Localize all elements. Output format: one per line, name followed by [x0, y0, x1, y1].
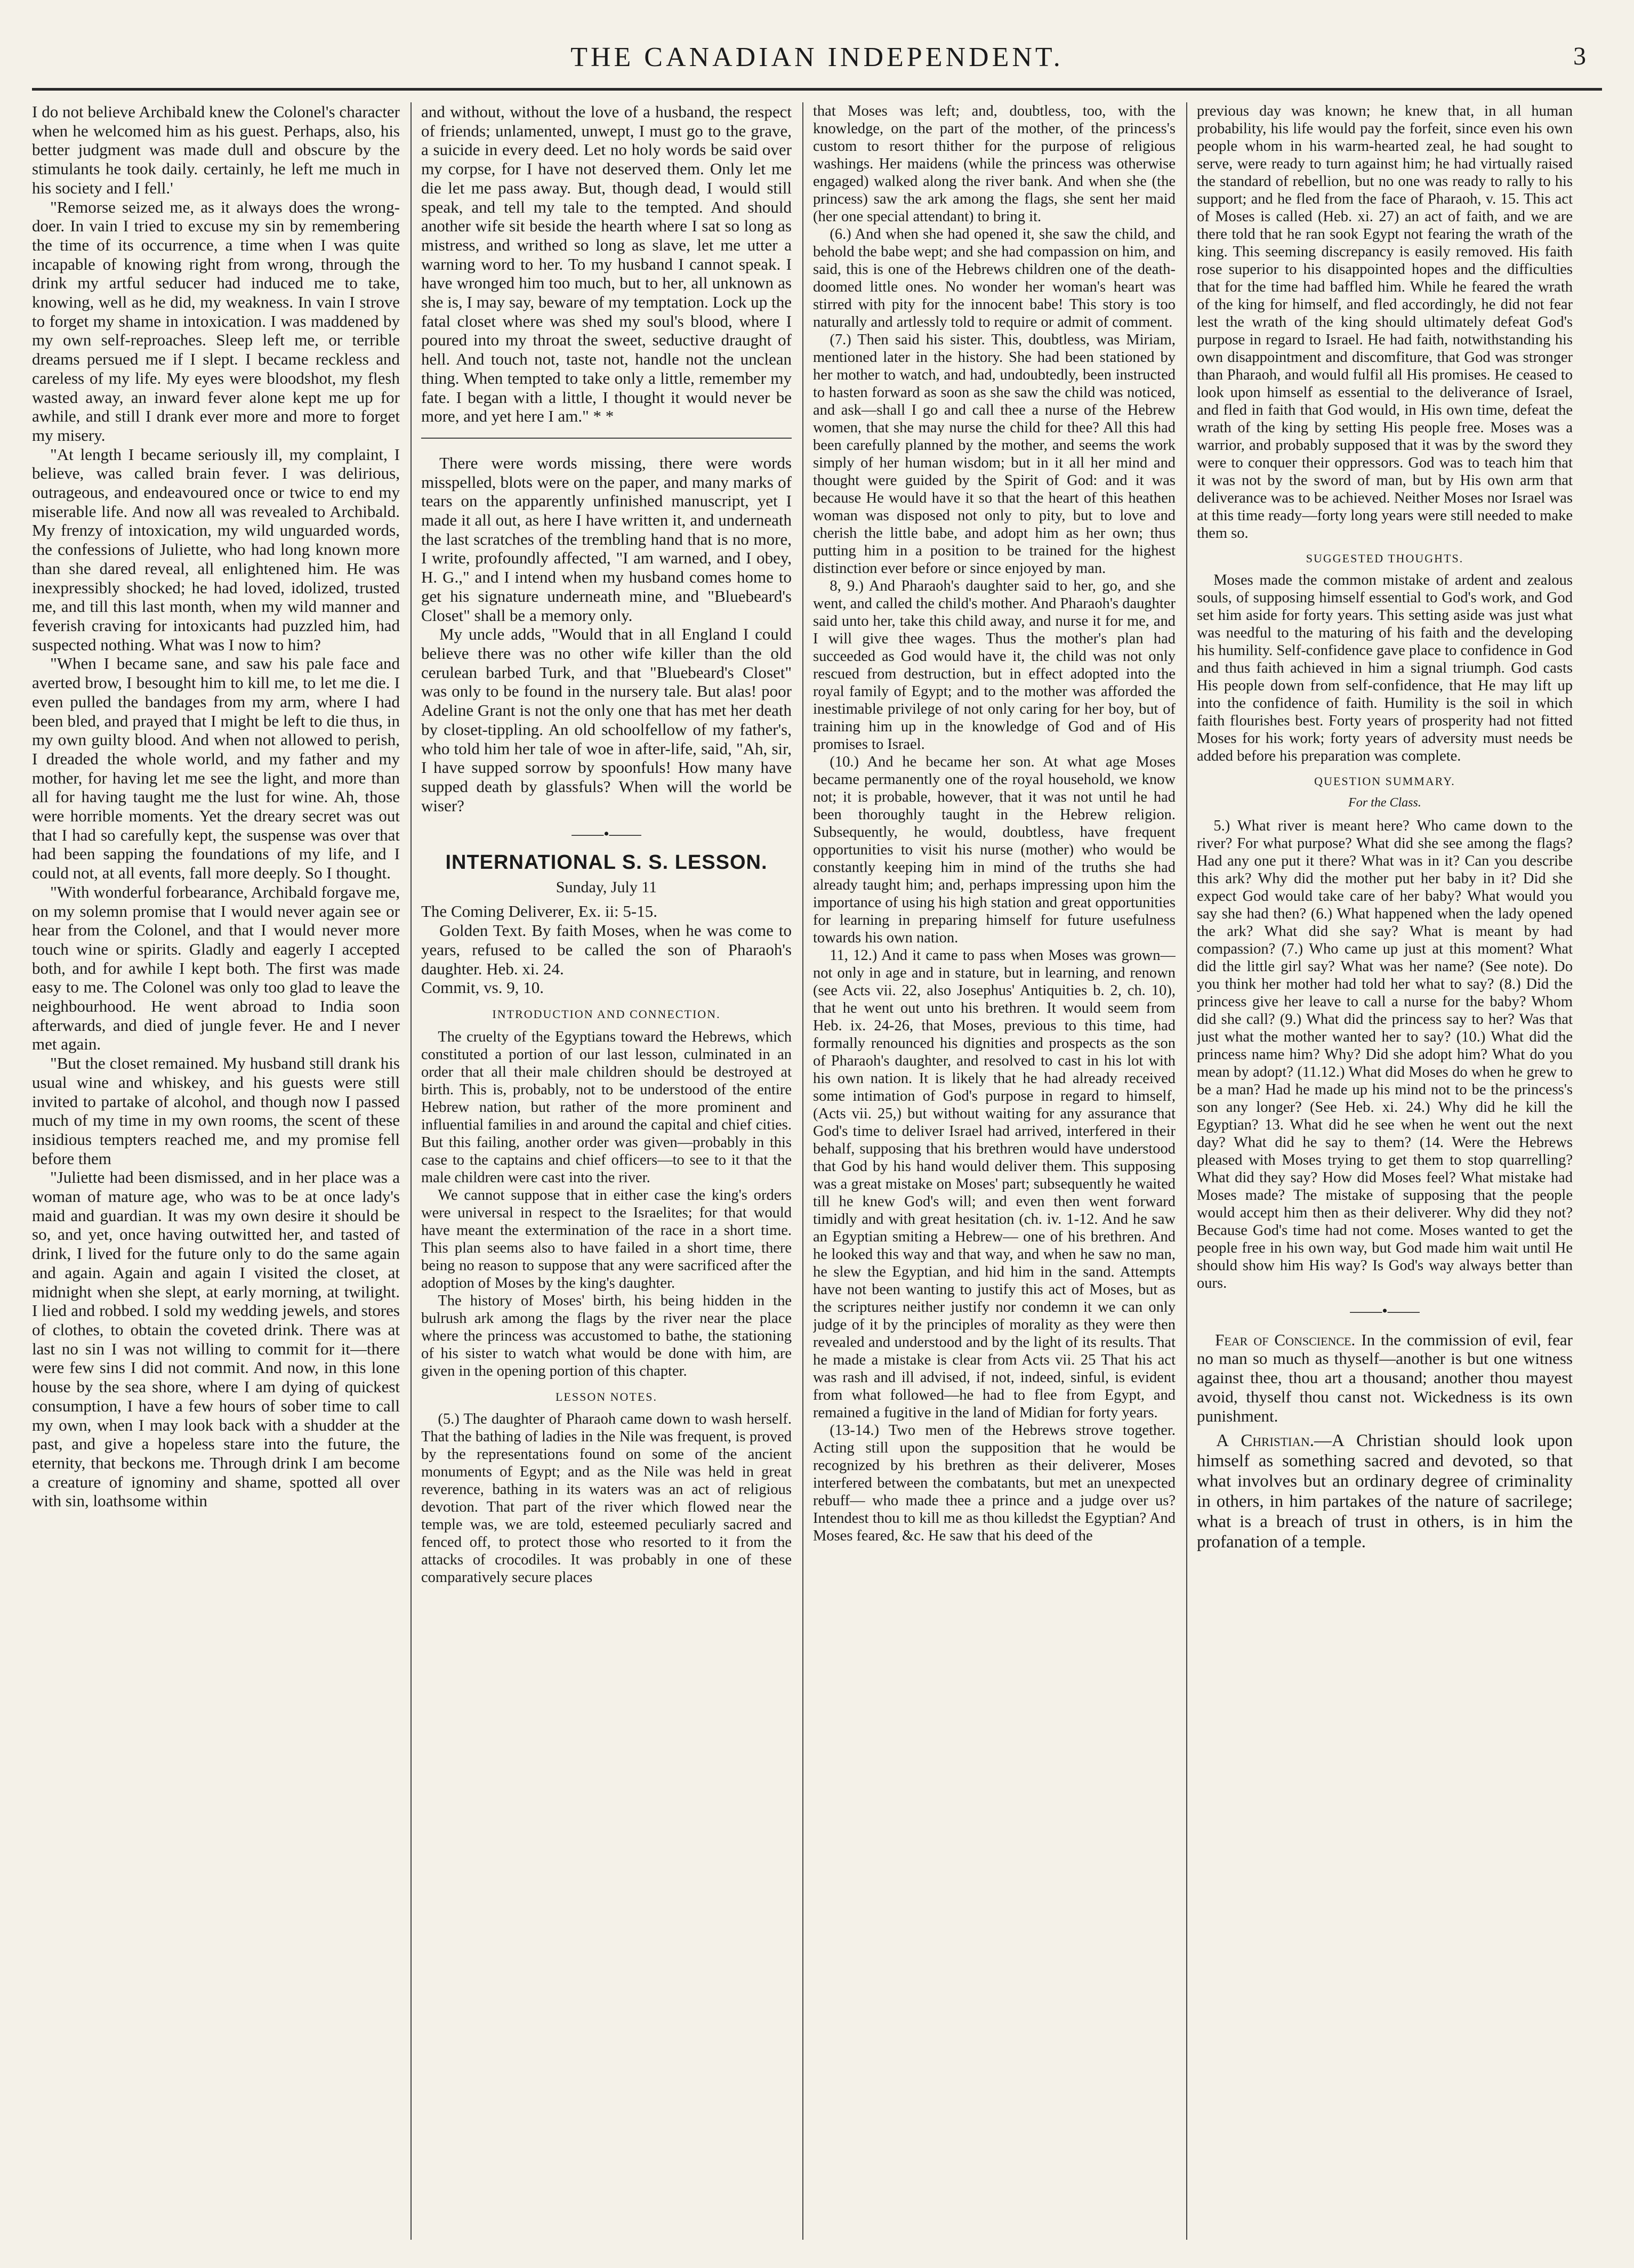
column-divider	[1186, 102, 1187, 2240]
separator-ornament: ——•——	[572, 825, 641, 843]
suggested-paragraph: Moses made the common mistake of ardent and zealous souls, of supposing himself essential to God's work, and God set him aside for forty years. This setting aside was just what was needful to the maturing of his faith and the developing his humility. Self-confidence gave place to confidence in God and thus faith achieved in him a signal triumph. God casts His people down from self-confidence, that He may lift up into the confidence of faith. Humility is the soil in which faith flourishes best. Forty years of prosperity had not fitted Moses for his work; forty years of adversity must needs be added before his preparation was complete.	[1197, 572, 1573, 764]
lesson-heading: INTERNATIONAL S. S. LESSON.	[445, 851, 768, 874]
intro-block	[421, 1028, 792, 1380]
separator-ornament: ——•——	[1350, 1302, 1420, 1320]
intro-heading: INTRODUCTION AND CONNECTION.	[492, 1007, 721, 1021]
page-number: 3	[1573, 42, 1586, 70]
story-paragraph: "At length I became seriously ill, my complaint, I believe, was called brain fever. I was delirious, outrageous, and endeavoured once or twice to end my miserable life. And now all was revealed to Archibald. My frenzy of intoxication, my wild unguarded words, the confessions of Juliette, who had long known more than she dared reveal, all enlightened him. He was inexpressibly shocked; he had loved, idolized, trusted me, and till this last month, when my wild manner and feverish craving for intoxicants had puzzled him, had suspected nothing. What was I now to him?	[32, 445, 400, 654]
commit-verses: Commit, vs. 9, 10.	[421, 978, 544, 997]
note-paragraph: (6.) And when she had opened it, she saw the child, and behold the babe wept; and she had compassion on him, and said, this is one of the Hebrews children one of the death-doomed little ones. No wonder her woman's heart was stirred with pity for the innocent babe! This story is too naturally and artlessly told to require or admit of comment.	[813, 226, 1176, 330]
filler-a-christian	[1197, 1431, 1573, 1552]
masthead-rule	[32, 88, 1602, 91]
notes-continued	[1197, 102, 1573, 1292]
column-2	[421, 102, 792, 2240]
notes-heading: LESSON NOTES.	[555, 1390, 657, 1403]
lesson-title: The Coming Deliverer, Ex. ii: 5-15.	[421, 902, 657, 921]
suggested-heading: SUGGESTED THOUGHTS.	[1306, 552, 1464, 565]
story-paragraph: "Remorse seized me, as it always does the wrong-doer. In vain I tried to excuse my sin by remembering the time of its occurrence, a time when I was quite incapable of knowing right from wrong, through the drink my artful seducer had induced me to take, knowing, well as he did, my weakness. In vain I strove to forget my shame in intoxication. I was maddened by my own self-reproaches. Sleep left me, or terrible dreams persued me if I slept. I became reckless and careless of my life. My eyes were bloodshot, my flesh wasted away, an inward fever alone kept me up for awhile, and still I drank ever more and more to forget my misery.	[32, 197, 400, 445]
filler-lead: Fear of Conscience.	[1215, 1330, 1356, 1349]
note-paragraph: (10.) And he became her son. At what age Moses became permanently one of the royal household, we know not; it is probable, however, that it was not until he had been thoroughly taught in the Hebrew religion. Subsequently, he would, doubtless, have frequent opportunities to visit his nurse (mother) who would be constantly keeping him in mind of the truths she had already taught him; and, perhaps impressing upon him the importance of using his high station and great opportunities for learning in preparing himself for future usefulness towards his own nation.	[813, 754, 1176, 946]
story-paragraph: "With wonderful forbearance, Archibald forgave me, on my solemn promise that I would never again see or hear from the Colonel, and that I would never more touch wine or spirits. Gladly and eagerly I accepted both, and for awhile I kept both. The first was made easy to me. The Colonel was only too glad to leave the neighbourhood. He went abroad to India soon afterwards, and died of jungle fever. He and I never met again.	[32, 882, 400, 1054]
note-paragraph: 11, 12.) And it came to pass when Moses was grown— not only in age and in stature, but in learning, and renown (see Acts vii. 22, also Josephus' Antiquities b. 2, ch. 10), that he went out unto his brethren. It would seem from Heb. ix. 24-26, that Moses, previous to this time, had formally renounced his dignities and prospects as the son of Pharaoh's daughter, and resolved to cast in his lot with his own nation. It is likely that he had already received some intimation of God's purpose in regard to himself, (Acts vii. 25,) but without waiting for any assurance that God's time to deliver Israel had arrived, interfered in their behalf, supposing that his brethren would have understood that God by his hand would deliver them. This supposing was a great mistake on Moses' part; subsequently he waited till he knew God's will; and even then went forward timidly and with great hesitation (ch. iv. 1-12. And he saw an Egyptian smiting a Hebrew— one of his brethren. And he looked this way and that way, and when he saw no man, he slew the Egyptian, and hid him in the sand. Attempts have not been wanting to justify this act of Moses, but as the scriptures neither justify nor condemn it we can only judge of it by the principles of morality as they were then revealed and understood and by the light of its results. That he made a mistake is clear from Acts vii. 25 That his act was rash and ill advised, if not, indeed, sinful, is evident from what followed—he had to flee from Egypt, and remained a fugitive in the land of Midian for forty years.	[813, 947, 1176, 1421]
story-paragraph: "When I became sane, and saw his pale face and averted brow, I besought him to kill me, to let me die. I even pulled the bandages from my arm, where I had been bled, and prayed that I might be left to die thus, in my own guilty blood. And when not allowed to perish, I dreaded the whole world, and my father and my mother, for having let me see the light, and more than all for having taught me the lust for wine. Ah, those were horrible moments. Yet the dreary secret was out that I had so carefully kept, the suspense was over that had been sapping the foundations of my life, and I could not, at all events, fall more deeply. So I thought.	[32, 654, 400, 883]
questions-paragraph: 5.) What river is meant here? Who came down to the river? For what purpose? What did she see among the flags? Had any one put it there? What was in it? Can you describe this ark? Why did the mother put her baby in it? Did she expect God would take care of her baby? What would you say she had then? (6.) What happened when the lady opened the ark? What did she say? What is meant by had compassion? (7.) Who came up just at this moment? What did the little girl say? What was her name? (See note). Do you think her mother had told her what to say? (8.) Did the princess give her leave to call a nurse for the baby? Whom did she call? (9.) What did the princess say to her? Was that just what the mother wanted her to say? (10.) What did the princess name him? Why? Did she adopt him? What do you mean by adopt? (11.12.) What did Moses do when he grew to be a man? Had he made up his mind not to be the princess's son any longer? (See Heb. xi. 24.) Why did he kill the Egyptian? 13. What did he see when he went out the next day? What did he say to them? (14. Were the Hebrews pleased with Moses trying to get them to stop quarrelling? What did they say? How did Moses feel? What mistake had Moses made? The mistake of supposing that the people would accept him then as their deliverer. Why did they not? Because God's time had not come. Moses wanted to get the people free in his own way, but God made him wait until He should show him His way? Is God's way always better than ours.	[1197, 818, 1573, 1292]
intro-paragraph: The history of Moses' birth, his being hidden in the bulrush ark among the flags by the river near the place where the princess was accustomed to bathe, the stationing of his sister to watch what would be done with him, are given in the opening portion of this chapter.	[421, 1292, 792, 1379]
questions-heading: QUESTION SUMMARY.	[1314, 774, 1455, 788]
story-paragraph: "But the closet remained. My husband still drank his usual wine and whiskey, and his guests were still invited to partake of alcohol, and though now I passed much of my time in my own rooms, the scent of these insidious tempters reached me, and my promise fell before them	[32, 1054, 400, 1168]
column-divider	[410, 102, 412, 2240]
newspaper-title: THE CANADIAN INDEPENDENT.	[570, 42, 1064, 72]
note-paragraph: (5.) The daughter of Pharaoh came down to wash herself. That the bathing of ladies in the Nile was frequent, is proved by the representations found on some of the ancient monuments of Egypt; and as the Nile was held in great reverence, bathing in its waters was an act of religious devotion. That part of the river which flowed near the temple was, we are told, esteemed peculiarly sacred and fenced off, to protect those who resorted to it from the attacks of crocodiles. It was probably in one of these comparatively secure places	[421, 1411, 792, 1586]
filler-lead: A Christian.	[1216, 1431, 1314, 1451]
note-paragraph: that Moses was left; and, doubtless, too, with the knowledge, on the part of the mother, of the princess's custom to resort thither for the purpose of religious washings. Her maidens (while the princess was otherwise engaged) walked along the river bank. And when she (the princess) saw the ark among the flags, she sent her maid (her one special attendant) to bring it.	[813, 103, 1176, 225]
note-paragraph: (13-14.) Two men of the Hebrews strove together. Acting still upon the supposition that he would be recognized by his brethren as their deliverer, Moses interfered between the combatants, but met an unexpected rebuff— who made thee a prince and a judge over us? Intendest thou to kill me as thou killedst the Egyptian? And Moses feared, &c. He saw that his deed of the	[813, 1422, 1176, 1544]
intro-paragraph: We cannot suppose that in either case the king's orders were universal in respect to the Israelites; for that would have meant the extermination of the race in a short time. This plan seems also to have failed in a short time, there being no reason to suppose that any were sacrificed after the adoption of Moses by the king's daughter.	[421, 1187, 792, 1292]
story-paragraph: There were words missing, there were words misspelled, blots were on the paper, and many marks of tears on the apparently unfinished manuscript, yet I made it all out, as here I have written it, and underneath the last scratches of the trembling hand that is no more, I write, profoundly affected, "I am warned, and I obey, H. G.," and I intend when my husband comes home to get his signature underneath mine, and "Bluebeard's Closet" shall be a memory only.	[421, 453, 792, 625]
story-paragraph: "Juliette had been dismissed, and in her place was a woman of mature age, who was to be at once lady's maid and guardian. It was my own desire it should be so, and yet, once having outwitted her, and tasted of drink, I lived for the future only to do the same again and again. Again and again I visited the closet, at midnight when she slept, at early morning, at twilight. I lied and robbed. I sold my wedding jewels, and stores of clothes, to obtain the coveted drink. There was at last no sin I was not willing to commit for it—there were few sins I did not commit. And now, in this lone house by the sea shore, where I am dying of quickest consumption, I have a few hours of sober time to call my own, when I may look back with a shudder at the past, and give a hopeless stare into the future, the eternity, that beckons me. Through drink I am become a creature of ignominy and shame, spotted all over with sin, loathsome within	[32, 1168, 400, 1511]
intro-paragraph: The cruelty of the Egyptians toward the Hebrews, which constituted a portion of our last lesson, culminated in an order that all their male children should be destroyed at birth. This is, probably, not to be understood of the entire Hebrew nation, but rather of the more prominent and influential families in and around the capital and chief cities. But this failing, another order was given—probably in this case to the captains and chief officers—to see to it that the male children were cast into the river.	[421, 1028, 792, 1186]
section-rule	[421, 438, 792, 439]
column-4	[1197, 102, 1573, 2240]
filler-fear-of-conscience	[1197, 1330, 1573, 1426]
story-paragraph: and without, without the love of a husband, the respect of friends; unlamented, unwept, I must go to the grave, a suicide in every deed. Let no holy words be said over my corpse, for I have not deserved them. Only let me die let me pass away. But, though dead, I would still speak, and tell my tale to the tempted. And should another wife sit beside the hearth where I sat so long as mistress, and writhed so long as slave, let me utter a warning word to her. To my husband I cannot speak. I have wronged him too much, but to her, all unknown as she is, I may say, beware of my temptation. Lock up the fatal closet where was shed my soul's blood, where I poured into my throat the sweet, seductive draught of hell. And touch not, taste not, handle not the unclean thing. When tempted to take only a little, remember my fate. I began with a little, I thought it would never be more, and yet here I am." * *	[421, 102, 792, 426]
note-paragraph: (7.) Then said his sister. This, doubtless, was Miriam, mentioned later in the history. She had been stationed by her mother to watch, and had, undoubtedly, been instructed to hasten forward as soon as she saw the child was noticed, and ask—shall I go and call thee a nurse of the Hebrew women, that she may nurse the child for thee? All this had been carefully planned by the mother, and seems the work simply of her human wisdom; but in it all her mind and thought were guided by the Spirit of God: and it was because He would have it so that the heart of this heathen woman was disposed not only to pity, but to love and cherish the little babe, and adopt him as her own; thus putting him in a position to be trained for the highest distinction ever before or since enjoyed by man.	[813, 332, 1176, 577]
note-paragraph: 8, 9.) And Pharaoh's daughter said to her, go, and she went, and called the child's mother. And Pharaoh's daughter said unto her, take this child away, and nurse it for me, and I will give thee wages. Thus the mother's plan had succeeded as God would have it, the child was not only rescued from destruction, but in effect adopted into the royal family of Egypt; and to the mother was afforded the inestimable privilege of not only caring for her boy, but of training him up in the knowledge of God and of His promises to Israel.	[813, 578, 1176, 753]
column-1	[32, 102, 400, 2240]
column-divider	[802, 102, 803, 2240]
filler-text: —A Christian should look upon himself as something sacred and devoted, so that what involves but an ordinary degree of criminality in others, in him partakes of the nature of sacrilege; what is a breach of trust in others, is in him the profanation of a temple.	[1197, 1431, 1573, 1552]
notes-block	[421, 1410, 792, 1586]
column-3	[813, 102, 1176, 2240]
golden-text: Golden Text. By faith Moses, when he was come to years, refused to be called the son of Pharaoh's daughter. Heb. xi. 24.	[421, 921, 792, 978]
story-paragraph: My uncle adds, "Would that in all England I could believe there was no other wife killer than the old cerulean barbed Turk, and that "Bluebeard's Closet" was only to be found in the nursery tale. But alas! poor Adeline Grant is not the only one that has met her death by closet-tippling. An old schoolfellow of my father's, who told him her tale of woe in after-life, said, "Ah, sir, I have supped sorrow by spoonfuls! How many have supped death by glassfuls? When will the world be wiser?	[421, 625, 792, 815]
filler-text: In the commission of evil, fear no man so much as thyself—another is but one witness against thee, thou art a thousand; another thou mayest avoid, thyself thou canst not. Wickedness is its own punishment.	[1197, 1330, 1573, 1425]
lesson-date: Sunday, July 11	[556, 878, 657, 896]
masthead	[0, 0, 1634, 80]
note-paragraph: previous day was known; he knew that, in all human probability, his life would pay the forfeit, since even his own people whom in his warm-hearted zeal, he had sought to serve, were ready to turn against him; he had virtually raised the standard of rebellion, but no one was ready to rally to his support; and he fled from the face of Pharaoh, v. 15. This act of Moses is called (Heb. xi. 27) an act of faith, and we are there told that he ran sook Egypt not fearing the wrath of the king. This seeming discrepancy is easily removed. His faith rose superior to his disappointed hopes and the difficulties that for the time had baffled him. While he feared the wrath of the king for himself, and fled accordingly, he did not fear lest the wrath of the king should ultimately defeat God's purpose in regard to Israel. He had faith, notwithstanding his own disappointment and discomfiture, that God was stronger than Pharaoh, and would fulfil all His promises. He ceased to look upon himself as essential to the deliverance of Israel, and fled in faith that God would, in His own time, defeat the wrath of the king by setting His people free. Moses was a warrior, and probably supposed that it was by the sword they were to conquer their oppressors. God was to teach him that it was not by the sword of man, but by His own arm that deliverance was to be achieved. Neither Moses nor Israel was at this time ready—forty long years were still needed to make them so.	[1197, 103, 1573, 542]
story-paragraph: I do not believe Archibald knew the Colonel's character when he welcomed him as his guest. Perhaps, also, his better judgment was made dull and obscure by the stimulants he took daily. certainly, he left me much in his society and I fell.'	[32, 102, 400, 197]
questions-subheading: For the Class.	[1348, 796, 1421, 810]
